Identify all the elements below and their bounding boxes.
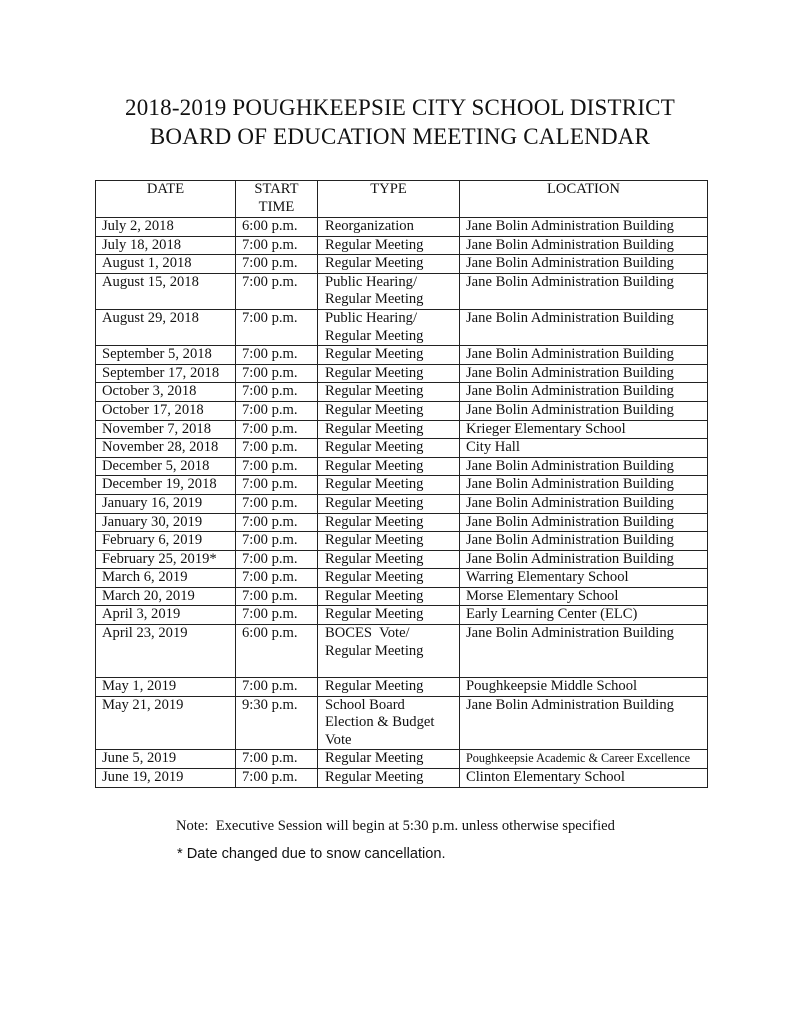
meeting-time: 7:00 p.m.	[236, 606, 318, 625]
meeting-time: 7:00 p.m.	[236, 309, 318, 345]
meeting-time: 7:00 p.m.	[236, 569, 318, 588]
meeting-type: Regular Meeting	[318, 383, 460, 402]
meeting-time: 7:00 p.m.	[236, 494, 318, 513]
meeting-time: 7:00 p.m.	[236, 476, 318, 495]
meeting-time: 6:00 p.m.	[236, 218, 318, 237]
meeting-location: Jane Bolin Administration Building	[460, 550, 708, 569]
meeting-location: City Hall	[460, 439, 708, 458]
meeting-date: February 25, 2019*	[96, 550, 236, 569]
table-row	[96, 625, 708, 678]
table-row	[96, 346, 708, 365]
meeting-type: Regular Meeting	[318, 513, 460, 532]
meeting-type: Regular Meeting	[318, 346, 460, 365]
meeting-date: August 1, 2018	[96, 255, 236, 274]
meeting-time: 7:00 p.m.	[236, 513, 318, 532]
meeting-type-line: Public Hearing/	[325, 273, 418, 290]
table-row	[96, 513, 708, 532]
table-row	[96, 364, 708, 383]
meeting-time: 7:00 p.m.	[236, 346, 318, 365]
meeting-type	[318, 696, 460, 750]
meeting-date: January 30, 2019	[96, 513, 236, 532]
meeting-time: 7:00 p.m.	[236, 587, 318, 606]
meeting-type: Regular Meeting	[318, 401, 460, 420]
meeting-date: April 3, 2019	[96, 606, 236, 625]
meeting-type: Reorganization	[318, 218, 460, 237]
meeting-type: Regular Meeting	[318, 494, 460, 513]
meeting-time: 7:00 p.m.	[236, 678, 318, 697]
meeting-time: 7:00 p.m.	[236, 769, 318, 788]
meeting-type: Regular Meeting	[318, 587, 460, 606]
meeting-type: Regular Meeting	[318, 457, 460, 476]
meeting-time: 7:00 p.m.	[236, 236, 318, 255]
table-row	[96, 255, 708, 274]
meeting-date: October 3, 2018	[96, 383, 236, 402]
meeting-date: June 19, 2019	[96, 769, 236, 788]
meeting-type: Regular Meeting	[318, 678, 460, 697]
meeting-date: April 23, 2019	[96, 625, 236, 678]
start-header-text: START	[254, 181, 299, 197]
meeting-time: 7:00 p.m.	[236, 255, 318, 274]
meeting-time: 7:00 p.m.	[236, 532, 318, 551]
table-row	[96, 550, 708, 569]
meeting-date: September 5, 2018	[96, 346, 236, 365]
meeting-type-line: BOCES Vote/	[325, 625, 410, 642]
meeting-location: Jane Bolin Administration Building	[460, 236, 708, 255]
table-header-row	[96, 181, 708, 218]
table-row	[96, 606, 708, 625]
meeting-type: Regular Meeting	[318, 769, 460, 788]
meeting-type-line: Regular Meeting	[325, 642, 424, 659]
meeting-type-line: Public Hearing/	[325, 309, 418, 326]
snow-cancellation-footnote: * Date changed due to snow cancellation.	[177, 846, 446, 862]
meeting-location: Clinton Elementary School	[460, 769, 708, 788]
meeting-type: Regular Meeting	[318, 255, 460, 274]
meeting-location: Krieger Elementary School	[460, 420, 708, 439]
meeting-type: Regular Meeting	[318, 550, 460, 569]
meeting-type: Regular Meeting	[318, 476, 460, 495]
table-row	[96, 769, 708, 788]
meeting-location: Jane Bolin Administration Building	[460, 346, 708, 365]
table-row	[96, 218, 708, 237]
document-title-line-2: BOARD OF EDUCATION MEETING CALENDAR	[149, 124, 651, 149]
meeting-location: Jane Bolin Administration Building	[460, 696, 708, 750]
meeting-date: March 20, 2019	[96, 587, 236, 606]
table-row	[96, 569, 708, 588]
type-column-header: TYPE	[318, 181, 460, 218]
meeting-date: February 6, 2019	[96, 532, 236, 551]
meeting-location: Jane Bolin Administration Building	[460, 364, 708, 383]
meeting-type-line: Regular Meeting	[325, 327, 424, 344]
table-row	[96, 494, 708, 513]
meeting-type: Regular Meeting	[318, 606, 460, 625]
meeting-date: August 15, 2018	[96, 273, 236, 309]
date-column-header: DATE	[96, 181, 236, 218]
meeting-time: 7:00 p.m.	[236, 550, 318, 569]
meeting-date: December 19, 2018	[96, 476, 236, 495]
table-row	[96, 439, 708, 458]
meeting-location: Jane Bolin Administration Building	[460, 309, 708, 345]
meeting-location: Jane Bolin Administration Building	[460, 218, 708, 237]
meeting-date: September 17, 2018	[96, 364, 236, 383]
meeting-date: November 28, 2018	[96, 439, 236, 458]
meeting-time: 7:00 p.m.	[236, 383, 318, 402]
meeting-type	[318, 625, 460, 678]
table-row	[96, 383, 708, 402]
meeting-type-line: School Board	[325, 696, 405, 713]
meeting-date: October 17, 2018	[96, 401, 236, 420]
meeting-calendar-table	[95, 180, 708, 788]
meeting-type: Regular Meeting	[318, 569, 460, 588]
meeting-time: 7:00 p.m.	[236, 457, 318, 476]
meeting-date: July 2, 2018	[96, 218, 236, 237]
table-row	[96, 587, 708, 606]
meeting-date: November 7, 2018	[96, 420, 236, 439]
meeting-time: 7:00 p.m.	[236, 439, 318, 458]
table-row	[96, 236, 708, 255]
meeting-type-line: Vote	[325, 731, 352, 748]
meeting-location: Jane Bolin Administration Building	[460, 476, 708, 495]
meeting-type: Regular Meeting	[318, 439, 460, 458]
meeting-time: 7:00 p.m.	[236, 420, 318, 439]
meeting-type: Regular Meeting	[318, 750, 460, 769]
meeting-type: Regular Meeting	[318, 420, 460, 439]
meeting-location: Jane Bolin Administration Building	[460, 494, 708, 513]
meeting-location: Warring Elementary School	[460, 569, 708, 588]
table-row	[96, 696, 708, 750]
meeting-date: May 1, 2019	[96, 678, 236, 697]
meeting-location: Jane Bolin Administration Building	[460, 255, 708, 274]
meeting-location: Poughkeepsie Middle School	[460, 678, 708, 697]
meeting-location: Jane Bolin Administration Building	[460, 513, 708, 532]
meeting-date: August 29, 2018	[96, 309, 236, 345]
meeting-type: Regular Meeting	[318, 532, 460, 551]
table-row	[96, 532, 708, 551]
meeting-location: Jane Bolin Administration Building	[460, 457, 708, 476]
meeting-type: Regular Meeting	[318, 364, 460, 383]
meeting-location: Morse Elementary School	[460, 587, 708, 606]
meeting-date: January 16, 2019	[96, 494, 236, 513]
meeting-time: 7:00 p.m.	[236, 401, 318, 420]
meeting-location: Poughkeepsie Academic & Career Excellence	[460, 750, 708, 769]
meeting-time: 6:00 p.m.	[236, 625, 318, 678]
meeting-type	[318, 273, 460, 309]
meeting-location: Jane Bolin Administration Building	[460, 625, 708, 678]
meeting-date: June 5, 2019	[96, 750, 236, 769]
meeting-time: 9:30 p.m.	[236, 696, 318, 750]
location-column-header: LOCATION	[460, 181, 708, 218]
meeting-location: Jane Bolin Administration Building	[460, 383, 708, 402]
meeting-type	[318, 309, 460, 345]
meeting-date: May 21, 2019	[96, 696, 236, 750]
table-row	[96, 678, 708, 697]
start-time-column-header	[236, 181, 318, 218]
table-row	[96, 476, 708, 495]
meeting-time: 7:00 p.m.	[236, 273, 318, 309]
meeting-location: Jane Bolin Administration Building	[460, 273, 708, 309]
meeting-date: July 18, 2018	[96, 236, 236, 255]
meeting-date: March 6, 2019	[96, 569, 236, 588]
table-row	[96, 750, 708, 769]
table-row	[96, 401, 708, 420]
table-row	[96, 273, 708, 309]
meeting-location: Early Learning Center (ELC)	[460, 606, 708, 625]
meeting-date: December 5, 2018	[96, 457, 236, 476]
table-row	[96, 457, 708, 476]
meeting-type-line: Regular Meeting	[325, 291, 424, 308]
meeting-time: 7:00 p.m.	[236, 750, 318, 769]
table-row	[96, 420, 708, 439]
time-header-text: TIME	[258, 198, 295, 215]
meeting-type-line: Election & Budget	[325, 714, 435, 731]
document-title-line-1: 2018-2019 POUGHKEEPSIE CITY SCHOOL DISTRICT	[125, 95, 675, 120]
meeting-location: Jane Bolin Administration Building	[460, 401, 708, 420]
meeting-time: 7:00 p.m.	[236, 364, 318, 383]
meeting-location: Jane Bolin Administration Building	[460, 532, 708, 551]
table-row	[96, 309, 708, 345]
meeting-type: Regular Meeting	[318, 236, 460, 255]
executive-session-note: Note: Executive Session will begin at 5:30 p.m. unless otherwise specified	[176, 818, 615, 834]
